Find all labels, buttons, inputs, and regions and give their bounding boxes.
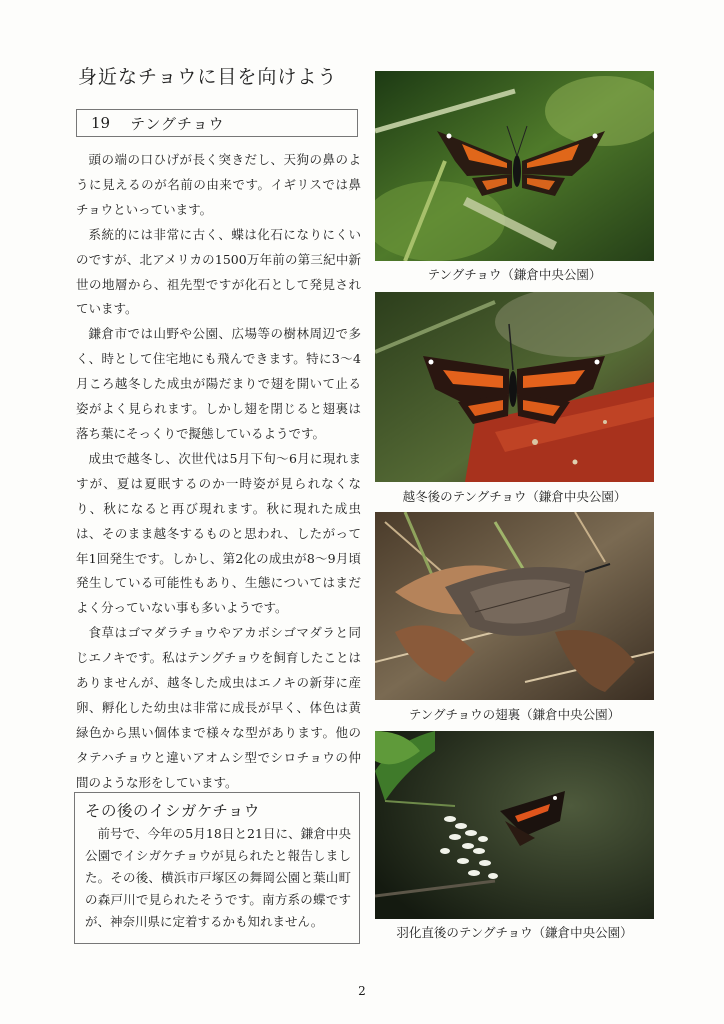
page-number: 2: [358, 984, 366, 998]
sidebar-box: [74, 792, 360, 944]
article-body: [76, 148, 361, 796]
photo-butterfly-on-rock: [375, 292, 654, 482]
section-name: テングチョウ: [130, 114, 225, 133]
section-heading: [76, 109, 358, 137]
sidebar-text: 前号で、今年の5月18日と21日に、鎌倉中央公園でイシガケチョウが見られたと報告しました。その後、横浜市戸塚区の舞岡公園と葉山町の森戸川で見られたそうです。南方系の蝶ですが、神奈川県に定着するかも知れません。: [85, 826, 351, 929]
photo-caption: 羽化直後のテングチョウ（鎌倉中央公園）: [396, 925, 633, 940]
photo-butterfly-open-wings: [375, 71, 654, 261]
photo-wing-underside: [375, 512, 654, 700]
photo-caption: 越冬後のテングチョウ（鎌倉中央公園）: [402, 489, 627, 504]
paragraph: 系統的には非常に古く、蝶は化石になりにくいのですが、北アメリカの1500万年前の第三紀中新世の地層から、祖先型ですが化石として発見されています。: [76, 226, 361, 317]
paragraph: 成虫で越冬し、次世代は5月下旬～6月に現れますが、夏は夏眠するのか一時姿が見られなくなり、秋になると再び現れます。秋に現れた成虫は、そのまま越冬するものと思われ、したがって年1回発生です。しかし、第2化の成虫が8～9月頃発生している可能性もあり、生態についてはまだよく分っていない事も多いようです。: [76, 450, 361, 616]
photo-caption: テングチョウの翅裏（鎌倉中央公園）: [408, 707, 621, 722]
paragraph: 食草はゴマダラチョウやアカボシゴマダラと同じエノキです。私はテングチョウを飼育したことはありませんが、越冬した成虫はエノキの新芽に産卵、孵化した幼虫は非常に成長が早く、体色は黄緑色から黒い個体まで様々な型があります。他のタテハチョウと違いアオムシ型でシロチョウの仲間のような形をしています。: [76, 625, 361, 790]
photo-caption: テングチョウ（鎌倉中央公園）: [427, 267, 602, 282]
paragraph: 頭の端の口ひげが長く突きだし、天狗の鼻のように見えるのが名前の由来です。イギリスでは鼻チョウといっています。: [76, 152, 361, 217]
sidebar-title: その後のイシガケチョウ: [85, 802, 260, 820]
section-number: 19: [91, 114, 111, 132]
paragraph: 鎌倉市では山野や公園、広場等の樹林周辺で多く、時として住宅地にも飛んできます。特に3～4月ころ越冬した成虫が陽だまりで翅を開いて止る姿がよく見られます。しかし翅を閉じると翅裏は落ち葉にそっくりで擬態しているようです。: [76, 326, 361, 441]
photo-freshly-emerged: [375, 731, 654, 919]
page-title: 身近なチョウに目を向けよう: [78, 66, 338, 88]
